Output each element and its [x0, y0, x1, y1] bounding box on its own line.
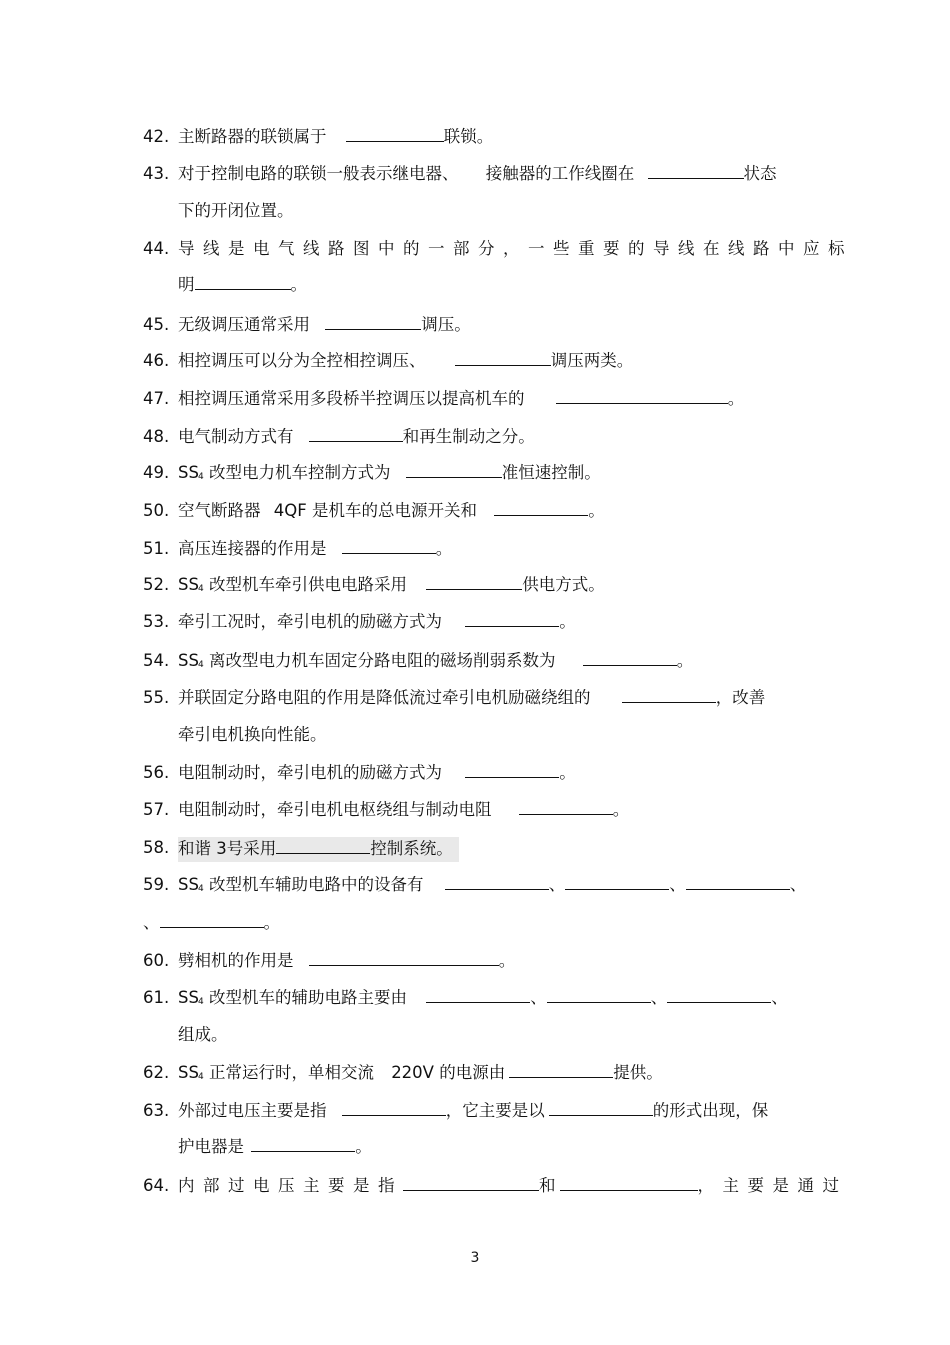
- answer-blank[interactable]: [342, 538, 436, 554]
- question-text: 和: [539, 1176, 556, 1195]
- page-number: 3: [470, 1250, 480, 1266]
- question-text: 准恒速控制。: [501, 463, 601, 482]
- question-text: 牵引工况时，牵引电机的励磁方式为: [178, 612, 442, 631]
- question-text: 调压两类。: [550, 351, 634, 370]
- separator: 、: [143, 913, 160, 932]
- answer-blank[interactable]: [465, 611, 559, 627]
- answer-blank[interactable]: [547, 987, 651, 1003]
- answer-blank[interactable]: [560, 1175, 698, 1191]
- question-text: 和再生制动之分。: [402, 427, 535, 446]
- question-text: 。: [676, 651, 694, 670]
- question-number: 43.: [143, 164, 170, 183]
- question-text: 改型机车辅助电路中的设备有: [208, 875, 424, 894]
- number-text: 3: [216, 839, 227, 858]
- model-name: SS: [178, 463, 199, 482]
- separator: 、: [548, 875, 566, 894]
- question-number: 55.: [143, 688, 170, 707]
- question-text: 。: [263, 913, 280, 932]
- question-text: 。: [435, 539, 453, 558]
- question-number: 58.: [143, 838, 170, 857]
- question-number: 42.: [143, 127, 170, 146]
- answer-blank[interactable]: [667, 987, 771, 1003]
- question-number: 64.: [143, 1176, 170, 1195]
- question-text: 提供。: [613, 1063, 663, 1082]
- question-text: 并联固定分路电阻的作用是降低流过牵引电机励磁绕组的: [178, 688, 591, 707]
- model-subscript: 4: [197, 472, 204, 482]
- question-text: 对于控制电路的联锁一般表示继电器、: [178, 164, 459, 183]
- answer-blank[interactable]: [622, 687, 716, 703]
- question-text: 导线是电气线路图中的一部分，一些重要的导线在线路中应标: [178, 239, 853, 258]
- question-text: 控制系统。: [370, 839, 453, 858]
- question-number: 54.: [143, 651, 170, 670]
- answer-blank[interactable]: [309, 426, 403, 442]
- question-number: 46.: [143, 351, 170, 370]
- question-text: 电阻制动时，牵引电机电枢绕组与制动电阻: [178, 800, 492, 819]
- voltage-value: 220V: [391, 1063, 434, 1082]
- question-number: 47.: [143, 389, 170, 408]
- question-text: 。: [588, 501, 605, 520]
- question-text: 供电方式。: [522, 575, 605, 594]
- breaker-code: 4QF: [273, 501, 307, 520]
- question-text: 空气断路器: [178, 501, 261, 520]
- highlighted-text: [178, 837, 459, 862]
- question-text: 下的开闭位置。: [178, 201, 294, 220]
- separator: 、: [771, 988, 788, 1007]
- question-text: 电阻制动时，牵引电机的励磁方式为: [178, 763, 442, 782]
- answer-blank[interactable]: [549, 1100, 653, 1116]
- question-number: 53.: [143, 612, 170, 631]
- question-number: 62.: [143, 1063, 170, 1082]
- answer-blank[interactable]: [276, 838, 370, 854]
- model-subscript: 4: [197, 584, 204, 594]
- answer-blank[interactable]: [195, 274, 291, 290]
- question-number: 48.: [143, 427, 170, 446]
- answer-blank[interactable]: [403, 1175, 539, 1191]
- question-number: 51.: [143, 539, 170, 558]
- separator: 、: [650, 988, 668, 1007]
- answer-blank[interactable]: [325, 314, 421, 330]
- question-text: 联锁。: [443, 127, 494, 146]
- separator: 、: [669, 875, 686, 894]
- question-text: 。: [559, 763, 576, 782]
- question-text: ，改善: [715, 688, 766, 707]
- question-number: 61.: [143, 988, 170, 1007]
- question-number: 45.: [143, 315, 170, 334]
- question-text: 是机车的总电源开关和: [311, 501, 477, 520]
- question-text: 调压。: [421, 315, 471, 334]
- question-text: 主断路器的联锁属于: [178, 127, 327, 146]
- question-text: 内部过电压主要是指: [178, 1176, 403, 1195]
- model-name: SS: [178, 575, 199, 594]
- separator: 、: [530, 988, 547, 1007]
- question-text: 离改型电力机车固定分路电阻的磁场削弱系数为: [208, 651, 556, 670]
- question-text: 劈相机的作用是: [178, 951, 294, 970]
- question-text: 护电器是: [178, 1137, 244, 1156]
- question-text: 电气制动方式有: [178, 427, 294, 446]
- model-name: SS: [178, 988, 199, 1007]
- question-text: 正常运行时，单相交流: [208, 1063, 374, 1082]
- question-text: 高压连接器的作用是: [178, 539, 327, 558]
- answer-blank[interactable]: [160, 912, 264, 928]
- question-text: 牵引电机换向性能。: [178, 725, 327, 744]
- question-text: 改型机车的辅助电路主要由: [208, 988, 407, 1007]
- question-text: 。: [290, 275, 307, 294]
- answer-blank[interactable]: [251, 1136, 355, 1152]
- question-text: 改型机车牵引供电电路采用: [208, 575, 407, 594]
- question-number: 60.: [143, 951, 170, 970]
- answer-blank[interactable]: [342, 1100, 446, 1116]
- answer-blank[interactable]: [509, 1062, 613, 1078]
- question-text: 和谐: [178, 839, 211, 858]
- question-number: 44.: [143, 239, 170, 258]
- question-text: 。: [727, 389, 745, 408]
- question-number: 63.: [143, 1101, 170, 1120]
- question-text: 无级调压通常采用: [178, 315, 310, 334]
- answer-blank[interactable]: [309, 950, 499, 966]
- question-number: 56.: [143, 763, 170, 782]
- question-text: 。: [355, 1137, 372, 1156]
- separator: 、: [789, 875, 807, 894]
- model-name: SS: [178, 651, 199, 670]
- answer-blank[interactable]: [648, 163, 744, 179]
- answer-blank[interactable]: [346, 126, 444, 142]
- model-name: SS: [178, 1063, 199, 1082]
- question-text: 改型电力机车控制方式为: [208, 463, 391, 482]
- answer-blank[interactable]: [494, 500, 588, 516]
- answer-blank[interactable]: [426, 574, 522, 590]
- question-text: 相控调压可以分为全控相控调压、: [178, 351, 426, 370]
- question-text: 的电源由: [439, 1063, 506, 1082]
- answer-blank[interactable]: [455, 350, 551, 366]
- answer-blank[interactable]: [686, 874, 790, 890]
- question-text: 号采用: [226, 839, 277, 858]
- answer-blank[interactable]: [556, 388, 728, 404]
- question-number: 52.: [143, 575, 170, 594]
- question-text: 外部过电压主要是指: [178, 1101, 327, 1120]
- question-text: ，主要是通过: [697, 1176, 848, 1195]
- question-text: 明: [178, 275, 195, 294]
- answer-blank[interactable]: [406, 462, 502, 478]
- answer-blank[interactable]: [445, 874, 549, 890]
- question-text: 相控调压通常采用多段桥半控调压以提高机车的: [178, 389, 525, 408]
- question-text: 。: [612, 800, 630, 819]
- model-subscript: 4: [197, 660, 204, 670]
- answer-blank[interactable]: [465, 762, 559, 778]
- question-number: 49.: [143, 463, 170, 482]
- question-text: ，它主要是以: [445, 1101, 545, 1120]
- answer-blank[interactable]: [426, 987, 530, 1003]
- model-subscript: 4: [197, 997, 204, 1007]
- question-text: 的形式出现，保: [652, 1101, 769, 1120]
- model-subscript: 4: [197, 884, 204, 894]
- question-text: 。: [559, 612, 576, 631]
- question-text: 状态: [743, 164, 777, 183]
- answer-blank[interactable]: [519, 799, 613, 815]
- model-subscript: 4: [197, 1072, 204, 1082]
- answer-blank[interactable]: [583, 650, 677, 666]
- question-number: 50.: [143, 501, 170, 520]
- question-number: 59.: [143, 875, 170, 894]
- answer-blank[interactable]: [565, 874, 669, 890]
- question-text: 接触器的工作线圈在: [485, 164, 635, 183]
- question-number: 57.: [143, 800, 170, 819]
- question-text: 组成。: [178, 1025, 228, 1044]
- model-name: SS: [178, 875, 199, 894]
- question-text: 。: [498, 951, 516, 970]
